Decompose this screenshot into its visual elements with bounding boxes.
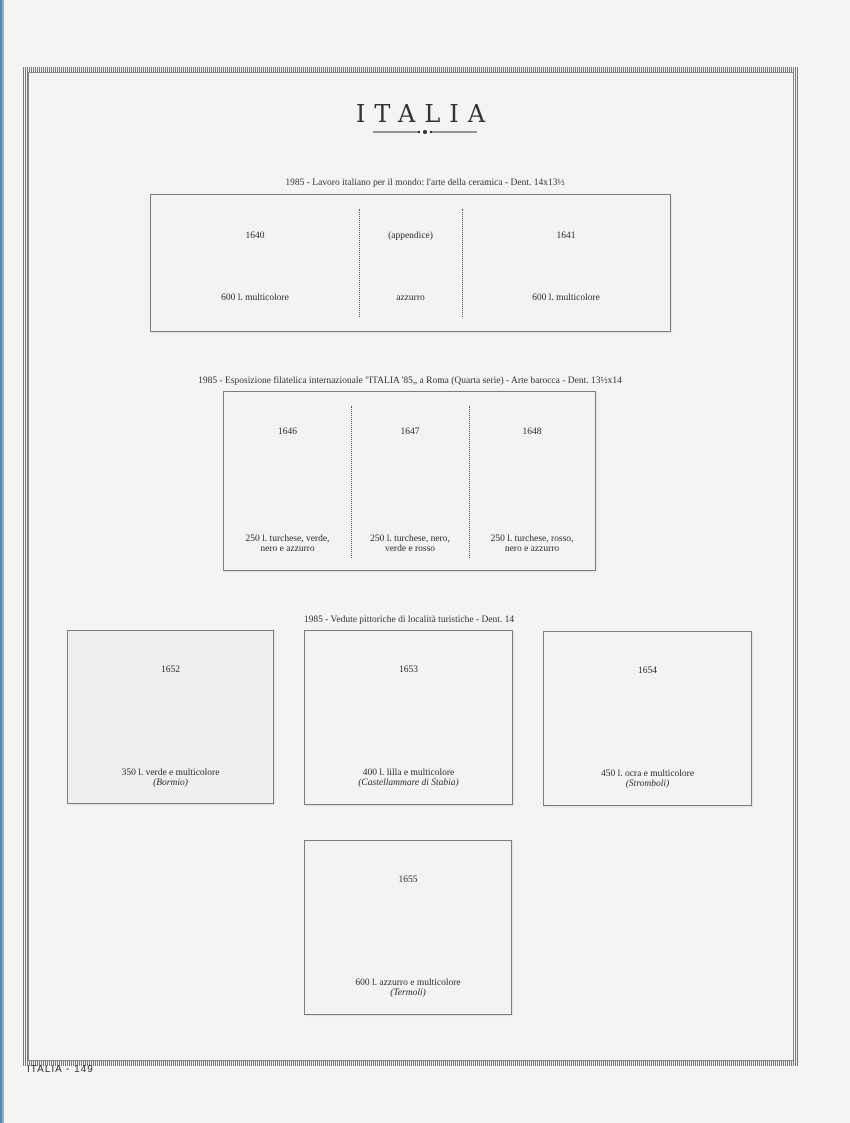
stamp-description-line: 350 l. verde e multicolore	[121, 768, 220, 778]
page-edge-shadow	[0, 0, 4, 1123]
stamp-description	[224, 534, 351, 554]
stamp-number: 1640	[245, 231, 265, 241]
stamp-number: (appendice)	[388, 231, 433, 241]
stamp-place: (Stromboli)	[625, 779, 670, 789]
stamp-mount-1653	[304, 630, 513, 805]
stamp-mount-strip-2	[223, 391, 596, 571]
stamp-description	[351, 534, 469, 554]
stamp-description	[68, 768, 273, 788]
stamp-description-line: 450 l. ocra e multicolore	[600, 769, 695, 779]
stamp-slot-1641	[462, 195, 670, 331]
stamp-number: 1641	[556, 231, 576, 241]
section-3-caption: 1985 - Vedute pittoriche di località turistiche - Dent. 14	[303, 615, 515, 625]
stamp-description-line: 250 l. turchese, nero,	[370, 534, 450, 544]
stamp-mount-strip-1	[150, 194, 671, 332]
stamp-place: (Bormio)	[153, 778, 188, 788]
stamp-slot-appendice	[359, 195, 462, 331]
stamp-number: 1655	[398, 875, 418, 885]
stamp-mount-1655	[304, 840, 512, 1015]
stamp-slot-1647	[351, 392, 469, 570]
stamp-description-line: nero e azzurro	[504, 544, 560, 554]
stamp-number: 1646	[278, 427, 297, 437]
stamp-mount-1652	[67, 630, 274, 804]
stamp-description: 600 l. multicolore	[532, 293, 600, 303]
stamp-number: 1647	[400, 427, 420, 437]
stamp-place: (Castellammare di Stabia)	[358, 778, 459, 788]
stamp-description	[469, 534, 595, 554]
stamp-description-line: verde e rosso	[384, 544, 436, 554]
stamp-number: 1652	[161, 665, 180, 675]
stamp-description: azzurro	[396, 293, 425, 303]
stamp-place: (Termoli)	[390, 988, 426, 998]
stamp-description-line: 400 l. lilla e multicolore	[362, 768, 455, 778]
stamp-number: 1654	[638, 666, 657, 676]
stamp-slot-1648	[469, 392, 595, 570]
stamp-slot-1640	[151, 195, 359, 331]
section-2-caption: 1985 - Esposizione filatelica internazionale "ITALIA '85„ a Roma (Quarta serie) - Arte barocca - Dent. 13½x14	[198, 376, 622, 386]
stamp-description-line: 600 l. azzurro e multicolore	[355, 978, 461, 988]
stamp-description	[305, 978, 511, 998]
stamp-description-line: nero e azzurro	[260, 544, 315, 554]
page-title: ITALIA	[355, 100, 495, 128]
stamp-slot-1646	[224, 392, 351, 570]
stamp-number: 1653	[399, 665, 418, 675]
stamp-number: 1648	[522, 427, 542, 437]
stamp-description-line: 250 l. turchese, verde,	[245, 534, 330, 544]
page-footer: ITALIA - 149	[27, 1064, 94, 1075]
stamp-description-line: 250 l. turchese, rosso,	[490, 534, 574, 544]
title-ornament-icon	[371, 126, 479, 138]
stamp-description	[305, 768, 512, 788]
stamp-description: 600 l. multicolore	[221, 293, 289, 303]
stamp-description	[544, 769, 751, 789]
section-1-caption: 1985 - Lavoro italiano per il mondo: l'arte della ceramica - Dent. 14x13½	[285, 178, 565, 188]
stamp-mount-1654	[543, 631, 752, 806]
